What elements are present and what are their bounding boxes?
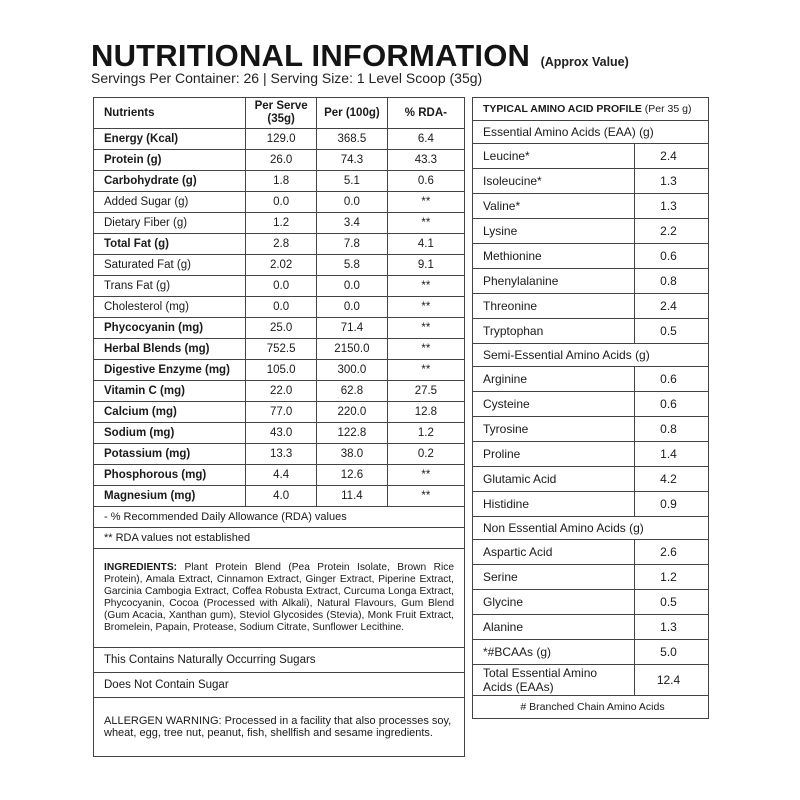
amino-value: 0.6 (635, 244, 709, 269)
amino-name: Isoleucine* (473, 169, 635, 194)
amino-value: 0.6 (635, 392, 709, 417)
header-nutrients: Nutrients (94, 98, 246, 129)
page-title (91, 38, 629, 74)
per-serve-value: 4.4 (246, 465, 317, 486)
amino-value: 0.6 (635, 367, 709, 392)
serving-info: Servings Per Container: 26 | Serving Size: 1 Level Scoop (35g) (91, 70, 483, 86)
eaa-section-label: Essential Amino Acids (EAA) (g) (473, 121, 709, 144)
allergen-row (94, 698, 465, 757)
amino-value: 0.9 (635, 492, 709, 517)
per-100g-value: 71.4 (317, 318, 388, 339)
amino-name: Histidine (473, 492, 635, 517)
amino-name: Proline (473, 442, 635, 467)
approx-value-note: (Approx Value) (540, 55, 629, 69)
amino-title-text: TYPICAL AMINO ACID PROFILE (483, 103, 642, 115)
per-serve-value: 4.0 (246, 486, 317, 507)
amino-row-threonine (473, 294, 709, 319)
nutrient-name: Potassium (mg) (94, 444, 246, 465)
rda-value: ** (387, 192, 464, 213)
nutrient-name: Phosphorous (mg) (94, 465, 246, 486)
natural-sugars-row (94, 648, 465, 673)
per-100g-value: 300.0 (317, 360, 388, 381)
nutrient-row (94, 486, 465, 507)
semi-essential-section-label: Semi-Essential Amino Acids (g) (473, 344, 709, 367)
per-100g-value: 220.0 (317, 402, 388, 423)
nutrient-row (94, 465, 465, 486)
nutrient-row (94, 255, 465, 276)
nutrient-row (94, 171, 465, 192)
per-100g-value: 12.6 (317, 465, 388, 486)
bcaa-value: 5.0 (635, 640, 709, 665)
nutrient-name: Vitamin C (mg) (94, 381, 246, 402)
nutrient-row (94, 444, 465, 465)
per-serve-value: 2.02 (246, 255, 317, 276)
amino-value: 0.5 (635, 319, 709, 344)
nutrient-row (94, 276, 465, 297)
rda-value: 12.8 (387, 402, 464, 423)
amino-footnote-row (473, 696, 709, 719)
bcaa-footnote: # Branched Chain Amino Acids (473, 696, 709, 719)
amino-row-histidine (473, 492, 709, 517)
amino-value: 1.3 (635, 169, 709, 194)
ingredients-row (94, 549, 465, 648)
rda-value: ** (387, 339, 464, 360)
nutrient-name: Dietary Fiber (g) (94, 213, 246, 234)
per-serve-value: 0.0 (246, 297, 317, 318)
nutrient-row (94, 150, 465, 171)
amino-row-leucine (473, 144, 709, 169)
semi-essential-section-label-row (473, 344, 709, 367)
per-serve-value: 25.0 (246, 318, 317, 339)
eaa-section-label-row (473, 121, 709, 144)
amino-value: 1.3 (635, 194, 709, 219)
amino-name: Cysteine (473, 392, 635, 417)
rda-not-established-note: ** RDA values not established (94, 528, 465, 549)
amino-name: Methionine (473, 244, 635, 269)
per-serve-value: 26.0 (246, 150, 317, 171)
title-text: NUTRITIONAL INFORMATION (91, 38, 531, 73)
amino-row-arginine (473, 367, 709, 392)
bcaa-row (473, 640, 709, 665)
rda-value: ** (387, 486, 464, 507)
rda-value: ** (387, 297, 464, 318)
nutrient-row (94, 192, 465, 213)
per-serve-value: 77.0 (246, 402, 317, 423)
per-100g-value: 122.8 (317, 423, 388, 444)
amino-value: 4.2 (635, 467, 709, 492)
rda-note-row (94, 507, 465, 528)
total-eaa-row (473, 665, 709, 696)
amino-row-cysteine (473, 392, 709, 417)
nutrient-row (94, 339, 465, 360)
header-per-serve: Per Serve (35g) (246, 98, 317, 129)
nutrient-row (94, 402, 465, 423)
nutrient-name: Added Sugar (g) (94, 192, 246, 213)
amino-value: 2.2 (635, 219, 709, 244)
rda-value: ** (387, 318, 464, 339)
nutrient-row (94, 129, 465, 150)
amino-value: 2.4 (635, 144, 709, 169)
amino-name: Tryptophan (473, 319, 635, 344)
no-sugar-row (94, 673, 465, 698)
per-100g-value: 368.5 (317, 129, 388, 150)
amino-name: Arginine (473, 367, 635, 392)
amino-name: Valine* (473, 194, 635, 219)
nutrition-header-row (94, 98, 465, 129)
amino-row-valine (473, 194, 709, 219)
amino-row-aspartic-acid (473, 540, 709, 565)
per-100g-value: 5.8 (317, 255, 388, 276)
amino-name: Serine (473, 565, 635, 590)
per-serve-value: 2.8 (246, 234, 317, 255)
per-100g-value: 0.0 (317, 276, 388, 297)
per-100g-value: 62.8 (317, 381, 388, 402)
nutrient-row (94, 360, 465, 381)
amino-title-suffix: (Per 35 g) (641, 103, 692, 115)
amino-value: 0.8 (635, 417, 709, 442)
amino-name: Leucine* (473, 144, 635, 169)
rda-value: ** (387, 213, 464, 234)
nutrient-name: Carbohydrate (g) (94, 171, 246, 192)
rda-value: 4.1 (387, 234, 464, 255)
nutrient-row (94, 297, 465, 318)
per-100g-value: 2150.0 (317, 339, 388, 360)
amino-name: Tyrosine (473, 417, 635, 442)
amino-value: 0.5 (635, 590, 709, 615)
amino-value: 0.8 (635, 269, 709, 294)
per-100g-value: 74.3 (317, 150, 388, 171)
amino-value: 1.2 (635, 565, 709, 590)
nutrient-name: Sodium (mg) (94, 423, 246, 444)
per-serve-value: 1.2 (246, 213, 317, 234)
amino-row-methionine (473, 244, 709, 269)
rda-value: 0.2 (387, 444, 464, 465)
nutrient-row (94, 213, 465, 234)
amino-name: Aspartic Acid (473, 540, 635, 565)
amino-name: Lysine (473, 219, 635, 244)
amino-row-serine (473, 565, 709, 590)
amino-row-proline (473, 442, 709, 467)
amino-name: Phenylalanine (473, 269, 635, 294)
per-serve-value: 752.5 (246, 339, 317, 360)
rda-value: 6.4 (387, 129, 464, 150)
nutrient-name: Phycocyanin (mg) (94, 318, 246, 339)
amino-value: 2.4 (635, 294, 709, 319)
amino-row-phenylalanine (473, 269, 709, 294)
amino-value: 1.3 (635, 615, 709, 640)
per-serve-value: 129.0 (246, 129, 317, 150)
nutrient-row (94, 234, 465, 255)
amino-name: Threonine (473, 294, 635, 319)
rda-value: 27.5 (387, 381, 464, 402)
rda-value: 1.2 (387, 423, 464, 444)
per-100g-value: 38.0 (317, 444, 388, 465)
nutrient-name: Digestive Enzyme (mg) (94, 360, 246, 381)
amino-title (473, 98, 709, 121)
allergen-warning: ALLERGEN WARNING: Processed in a facility that also processes soy, wheat, egg, tree nut, peanut, fish, shellfish and sesame ingredients. (94, 698, 465, 757)
amino-row-lysine (473, 219, 709, 244)
amino-name: Glutamic Acid (473, 467, 635, 492)
nutrient-name: Cholesterol (mg) (94, 297, 246, 318)
nutrient-row (94, 381, 465, 402)
nutrient-name: Energy (Kcal) (94, 129, 246, 150)
nutrient-name: Total Fat (g) (94, 234, 246, 255)
nutrient-row (94, 318, 465, 339)
non-essential-section-label: Non Essential Amino Acids (g) (473, 517, 709, 540)
amino-value: 2.6 (635, 540, 709, 565)
header-rda: % RDA- (387, 98, 464, 129)
amino-title-row (473, 98, 709, 121)
per-serve-value: 0.0 (246, 276, 317, 297)
header-per-100g: Per (100g) (317, 98, 388, 129)
per-100g-value: 3.4 (317, 213, 388, 234)
per-100g-value: 7.8 (317, 234, 388, 255)
per-serve-value: 1.8 (246, 171, 317, 192)
per-serve-value: 43.0 (246, 423, 317, 444)
per-100g-value: 5.1 (317, 171, 388, 192)
ingredients-cell (94, 549, 465, 648)
rda-value: ** (387, 465, 464, 486)
ingredients-text: Plant Protein Blend (Pea Protein Isolate, Brown Rice Protein), Amala Extract, Cinnamon Extract, Ginger Extract, Piperine Extract, Garcinia Cambogia Extract, Coffea Robusta Extract, Curcuma Longa Extract, Phycocyanin, Cocoa (Processed with Alkali), Natural Flavours, Gum Blend (Gum Acacia, Xanthan gum), Steviol Glycosides (Stevia), Monk Fruit Extract, Bromelein, Papain, Protease, Sodium Citrate, Sunflower Lecithine. (104, 562, 454, 633)
amino-row-isoleucine (473, 169, 709, 194)
ingredients-label: INGREDIENTS: (104, 562, 178, 573)
per-100g-value: 0.0 (317, 297, 388, 318)
no-sugar-text: Does Not Contain Sugar (94, 673, 465, 698)
nutrient-row (94, 423, 465, 444)
amino-row-tyrosine (473, 417, 709, 442)
amino-acid-table (472, 97, 709, 719)
nutrient-name: Saturated Fat (g) (94, 255, 246, 276)
rda-na-row (94, 528, 465, 549)
nutrient-name: Protein (g) (94, 150, 246, 171)
total-eaa-value: 12.4 (635, 665, 709, 696)
per-100g-value: 0.0 (317, 192, 388, 213)
per-serve-value: 0.0 (246, 192, 317, 213)
natural-sugars-text: This Contains Naturally Occurring Sugars (94, 648, 465, 673)
rda-value: 0.6 (387, 171, 464, 192)
per-serve-value: 105.0 (246, 360, 317, 381)
nutrient-name: Herbal Blends (mg) (94, 339, 246, 360)
per-serve-value: 22.0 (246, 381, 317, 402)
total-eaa-label: Total Essential Amino Acids (EAAs) (473, 665, 635, 696)
amino-row-alanine (473, 615, 709, 640)
amino-name: Glycine (473, 590, 635, 615)
nutrition-table (93, 97, 465, 757)
bcaa-label: *#BCAAs (g) (473, 640, 635, 665)
nutrient-name: Magnesium (mg) (94, 486, 246, 507)
non-essential-section-label-row (473, 517, 709, 540)
nutrient-name: Calcium (mg) (94, 402, 246, 423)
rda-value: ** (387, 276, 464, 297)
rda-note: - % Recommended Daily Allowance (RDA) values (94, 507, 465, 528)
amino-value: 1.4 (635, 442, 709, 467)
rda-value: 43.3 (387, 150, 464, 171)
nutrient-name: Trans Fat (g) (94, 276, 246, 297)
per-serve-value: 13.3 (246, 444, 317, 465)
amino-row-tryptophan (473, 319, 709, 344)
amino-name: Alanine (473, 615, 635, 640)
amino-row-glutamic-acid (473, 467, 709, 492)
per-100g-value: 11.4 (317, 486, 388, 507)
rda-value: ** (387, 360, 464, 381)
rda-value: 9.1 (387, 255, 464, 276)
amino-row-glycine (473, 590, 709, 615)
